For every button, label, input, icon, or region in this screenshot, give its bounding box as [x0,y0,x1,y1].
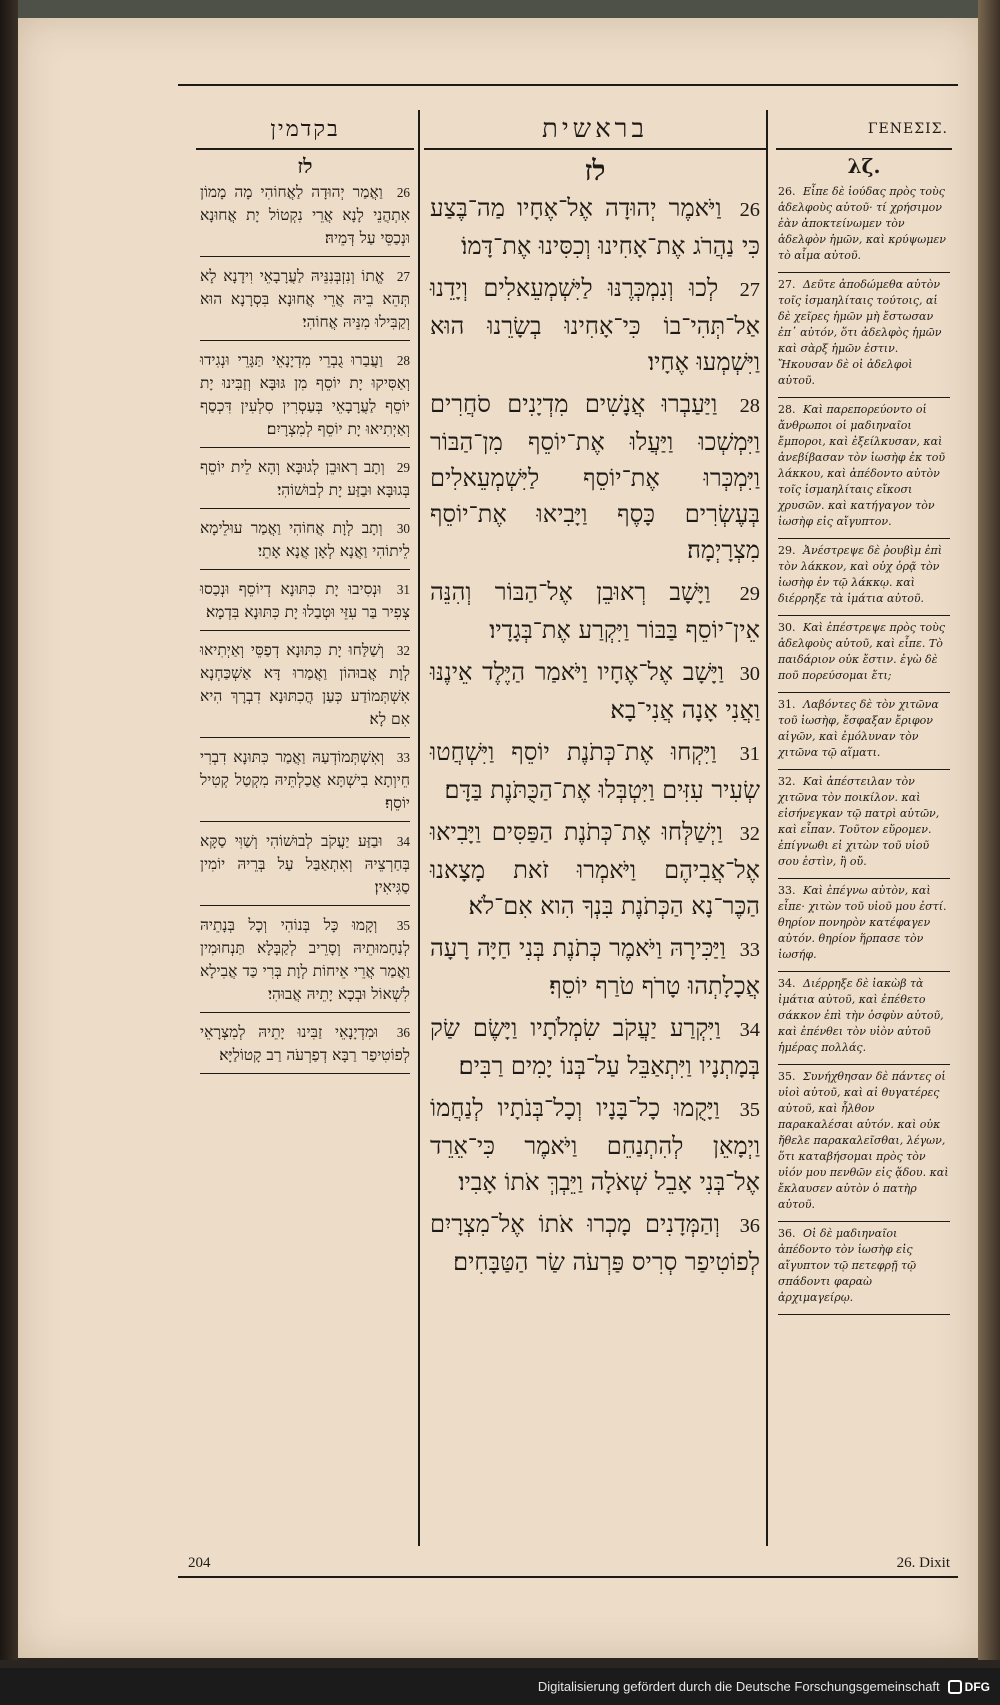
verse-text: וְשַׁלַּחוּ יָת כִּתּוּנָא דְפַסֵּי וְאַיְתִיאוּ לְוָת אֲבוּהוֹן וַאֲמַרוּ דָּא אַשְׁכַּחְנָא אִשְׁתְּמוֹדַע כְּעַן הֲכִתּוּנָא דִבְרָךְ הִיא אִם לָא׃ [200,641,410,728]
polyglot-frame [178,84,958,1578]
greek-verse [778,1222,950,1315]
verse-number: 29 [739,583,760,605]
greek-verse [778,398,950,539]
verse-text: Καὶ παρεπορεύοντο οἱ ἄνθρωποι οἱ μαδιηναῖοι ἔμποροι, καὶ ἐξείλκυσαν, καὶ ἀνεβίβασαν τὸν ἰωσὴφ ἐκ τοῦ λάκκου, καὶ ἀπέδοντο αὐτὸν τοῖς ἰσμαηλίταις εἴκοσι χρυσῶν. καὶ κατήγαγον τὸν ἰωσὴφ εἰς αἴγυπτον. [778,403,946,528]
verse-text: Ἀνέστρεψε δὲ ῥουβὶμ ἐπὶ τὸν λάκκον, καὶ οὐχ ὁρᾷ τὸν ἰωσὴφ ἐν τῷ λάκκῳ. καὶ διέρρηξε τὰ ἱμάτια αὐτοῦ. [778,544,943,605]
verse-text: וְתָב רְאוּבֵן לְגוּבָּא וְהָא לֵית יוֹסֵף בְּגוּבָּא וּבַזַּע יָת לְבוּשׁוֹהִי׃ [200,458,410,499]
aramaic-verse [200,830,410,906]
hebrew-verse [430,930,760,1004]
greek-verse [778,539,950,616]
hebrew-verse [430,1206,760,1280]
credit-text: Digitalisierung gefördert durch die Deutsche Forschungsgemeinschaft [537,1679,940,1694]
greek-verse-list [776,180,952,1315]
greek-verse [778,616,950,693]
verse-text: וּבַזַּע יַעֲקֹב לְבוּשׁוֹהִי וְשַׁוִּי סַקָּא בְּחַרְצֵיהּ וְאִתְאַבַּל עַל בְּרֵיהּ יוֹמִין סַגִּיאִין׃ [200,832,410,896]
verse-number: 35 [739,1099,760,1121]
verse-number: 36. [778,1227,796,1240]
verse-number: 28. [778,403,796,416]
hebrew-verse [430,654,760,728]
verse-number: 30 [739,663,760,685]
page-footer [178,1550,958,1572]
verse-text: Καὶ ἀπέστειλαν τὸν χιτῶνα τὸν ποικίλον. καὶ εἰσήνεγκαν τῷ πατρὶ αὐτῶν, καὶ εἶπαν. Τοῦτον εὕρομεν. ἐπίγνωθι εἰ χιτὼν τοῦ υἱοῦ σου ἐστὶν, ἢ οὔ. [778,775,940,868]
verse-text: וּמִדְיָנָאֵי זַבִּינוּ יָתֵיהּ לְמִצְרָאֵי לְפוֹטִיפַר רַבָּא דְפַרְעֹה רַב קָטוֹלַיָּא׃ [200,1023,410,1064]
verse-number: 31. [778,698,796,711]
verse-text: Δεῦτε ἀποδώμεθα αὐτὸν τοῖς ἰσμαηλίταις τούτοις, αἱ δὲ χεῖρες ἡμῶν μὴ ἔστωσαν ἐπ᾽ αὐτόν, ὅτι ἀδελφὸς ἡμῶν καὶ σὰρξ ἡμῶν ἐστιν. Ἤκουσαν δὲ οἱ ἀδελφοὶ αὐτοῦ. [778,278,942,387]
dfg-mark-icon [948,1680,962,1694]
greek-verse [778,1065,950,1222]
verse-number: 27. [778,278,796,291]
verse-number: 26 [739,199,760,221]
verse-number: 27 [396,269,410,284]
verse-text: וַיָּשָׁב אֶל־אֶחָיו וַיֹּאמַר הַיֶּלֶד אֵינֶנּוּ וַאֲנִי אָנָה אֲנִי־בָא׃ [430,658,760,724]
aramaic-verse [200,1021,410,1074]
hebrew-verse [430,1010,760,1084]
aramaic-verse [200,639,410,738]
hebrew-verse [430,270,760,380]
verse-number: 34. [778,977,796,990]
greek-column [776,110,952,1546]
verse-text: וְקָמוּ כָּל בְּנוֹהִי וְכָל בְּנָתֵיהּ לְנַחָמוּתֵיהּ וְסָרֵיב לְקַבָּלָא תַּנְחוּמִין וַאֲמַר אֲרֵי אֵיחוֹת לְוָת בְּרִי כַּד אֲבִילָא לִשְׁאוֹל וּבְכָא יָתֵיהּ אֲבוּהִי׃ [200,916,410,1003]
hebrew-header: בראשית [424,110,766,150]
verse-text: וַיָּשָׁב רְאוּבֵן אֶל־הַבּוֹר וְהִנֵּה אֵין־יוֹסֵף בַּבּוֹר וַיִּקְרַע אֶת־בְּגָדָיו׃ [430,578,760,644]
verse-text: Καὶ ἐπέστρεψε πρὸς τοὺς ἀδελφοὺς αὐτοῦ, καὶ εἶπε. Τὸ παιδάριον οὐκ ἔστιν. ἐγὼ δὲ ποῦ πορεύσομαι ἔτι; [778,621,946,682]
verse-text: וַאֲמַר יְהוּדָה לַאֲחוֹהִי מָה מָמוֹן אִתְהֲנֵי לָנָא אֲרֵי נִקְטוֹל יָת אֲחוּנָא וּנְכַסֵּי עַל דְּמֵיהּ׃ [200,183,410,247]
aramaic-column [196,110,420,1546]
aramaic-header: בקדמין [196,110,414,150]
verse-text: Εἶπε δὲ ἰούδας πρὸς τοὺς ἀδελφοὺς αὐτοῦ· τί χρήσιμον ἐὰν ἀποκτείνωμεν τὸν ἀδελφὸν ἡμῶν, καὶ κρύψωμεν τὸ αἷμα αὐτοῦ. [778,185,946,262]
greek-verse [778,273,950,398]
verse-number: 26 [396,185,410,200]
hebrew-chapter-number: לז [584,154,606,187]
aramaic-verse [200,578,410,631]
verse-number: 27 [739,279,760,301]
page-number: 204 [188,1555,211,1571]
dfg-logo-text: DFG [964,1679,990,1694]
verse-text: Οἱ δὲ μαδιηναῖοι ἀπέδοντο τὸν ἰωσὴφ εἰς αἴγυπτον τῷ πετεφρῇ τῷ σπάδοντι φαραὼ ἀρχιμαγείρῳ. [778,1227,917,1304]
verse-text: וַיֹּאמֶר יְהוּדָה אֶל־אֶחָיו מַה־בֶּצַע כִּי נַהֲרֹג אֶת־אָחִינוּ וְכִסִּינוּ אֶת־דָּמוֹ׃ [430,194,760,260]
aramaic-chapter-number: לז [297,154,313,178]
verse-text: וַיִּקְרַע יַעֲקֹב שִׂמְלֹתָיו וַיָּשֶׂם שַׂק בְּמָתְנָיו וַיִּתְאַבֵּל עַל־בְּנוֹ יָמִים רַבִּים׃ [430,1014,760,1080]
aramaic-verse [200,746,410,822]
verse-number: 26. [778,185,796,198]
hebrew-verse [430,574,760,648]
verse-text: Συνήχθησαν δὲ πάντες οἱ υἱοὶ αὐτοῦ, καὶ αἱ θυγατέρες αὐτοῦ, καὶ ἦλθον παρακαλέσαι αὐτόν. καὶ οὐκ ἤθελε παρακαλεῖσθαι, λέγων, ὅτι καταβήσομαι πρὸς τὸν υἱόν μου πενθῶν εἰς ᾅδου. καὶ ἔκλαυσεν αὐτὸν ὁ πατὴρ αὐτοῦ. [778,1070,949,1211]
hebrew-verse [430,814,760,924]
verse-number: 33 [739,939,760,961]
greek-verse [778,180,950,273]
book-page [18,18,978,1658]
greek-header: ΓΕΝΕΣΙΣ. [776,110,952,150]
catchword: 26. Dixit [896,1555,950,1571]
verse-text: וַיָּקֻמוּ כָל־בָּנָיו וְכָל־בְּנֹתָיו לְנַחֲמוֹ וַיְמָאֵן לְהִתְנַחֵם וַיֹּאמֶר כִּי־אֵרֵד אֶל־בְּנִי אָבֵל שְׁאֹלָה וַיֵּבְךְּ אֹתוֹ אָבִיו׃ [430,1094,760,1196]
verse-text: וַיַּכִּירָהּ וַיֹּאמֶר כְּתֹנֶת בְּנִי חַיָּה רָעָה אֲכָלָתְהוּ טָרֹף טֹרַף יוֹסֵף׃ [430,934,760,1000]
verse-number: 31 [396,582,410,597]
verse-number: 34 [739,1019,760,1041]
hebrew-verse [430,734,760,808]
hebrew-verse [430,386,760,568]
verse-number: 36 [396,1025,410,1040]
verse-text: Λαβόντες δὲ τὸν χιτῶνα τοῦ ἰωσὴφ, ἔσφαξαν ἔριφον αἰγῶν, καὶ ἐμόλυναν τὸν χιτῶνα τῷ αἵματι. [778,698,939,759]
verse-number: 35 [396,918,410,933]
verse-text: Διέρρηξε δὲ ἰακὼβ τὰ ἱμάτια αὐτοῦ, καὶ ἐπέθετο σάκκον ἐπὶ τὴν ὀσφὺν αὐτοῦ, καὶ ἐπένθει τὸν υἱὸν αὐτοῦ ἡμέρας πολλάς. [778,977,944,1054]
verse-text: אֱתוֹ וְנִזְבְּנִנֵּיהּ לַעֲרָבָאֵי וִידָנָא לָא תְּהֵא בֵיהּ אֲרֵי אֲחוּנָא בִּסְרָנָא הוּא וְקַבִּילוּ מִנֵּיהּ אֲחוֹהִי׃ [200,267,410,331]
hebrew-column [424,110,768,1546]
verse-text: וְתָב לְוָת אֲחוֹהִי וַאֲמַר עוּלֵימָא לֵיתוֹהִי וַאֲנָא לְאָן אֲנָא אָתֵי׃ [200,519,410,560]
verse-number: 31 [739,743,760,765]
verse-number: 30 [396,521,410,536]
verse-number: 28 [739,395,760,417]
hebrew-verse [430,1090,760,1200]
hebrew-verse [430,190,760,264]
verse-number: 28 [396,353,410,368]
verse-text: וַיִּקְחוּ אֶת־כְּתֹנֶת יוֹסֵף וַיִּשְׁחֲטוּ שְׂעִיר עִזִּים וַיִּטְבְּלוּ אֶת־הַכֻּתֹּנֶת בַּדָּם׃ [430,738,760,804]
verse-text: וַיַּעַבְרוּ אֲנָשִׁים מִדְיָנִים סֹחֲרִים וַיִּמְשְׁכוּ וַיַּעֲלוּ אֶת־יוֹסֵף מִן־הַבּוֹר וַיִּמְכְּרוּ אֶת־יוֹסֵף לַיִּשְׁמְעֵאלִים בְּעֶשְׂרִים כָּסֶף וַיָּבִיאוּ אֶת־יוֹסֵף מִצְרָיְמָה׃ [430,390,760,564]
verse-text: Καὶ ἐπέγνω αὐτὸν, καὶ εἶπε· χιτὼν τοῦ υἱοῦ μου ἐστί. θηρίον πονηρὸν κατέφαγεν αὐτόν. θηρίον ἥρπασε τὸν ἰωσήφ. [778,884,947,961]
greek-verse [778,770,950,879]
verse-number: 35. [778,1070,796,1083]
book-spine-edge [0,0,18,1660]
verse-number: 33 [396,750,410,765]
verse-number: 32. [778,775,796,788]
verse-text: וַיְשַׁלְּחוּ אֶת־כְּתֹנֶת הַפַּסִּים וַיָּבִיאוּ אֶל־אֲבִיהֶם וַיֹּאמְרוּ זֹאת מָצָאנוּ הַכֶּר־נָא הַכְּתֹנֶת בִּנְךָ הִוא אִם־לֹא׃ [430,818,760,920]
aramaic-verse [200,265,410,341]
verse-number: 30. [778,621,796,634]
verse-text: וַעֲבַרוּ גֻבְרֵי מִדְיָנָאֵי תַּגָּרֵי וּנְגִידוּ וְאַסִּיקוּ יָת יוֹסֵף מִן גּוּבָּא וְזַבִּינוּ יָת יוֹסֵף לַעֲרָבָאֵי בְּעַסְרִין סִלְעִין דִּכְסַף וְאַיְתִיאוּ יָת יוֹסֵף לְמִצְרָיִם׃ [200,351,410,438]
verse-number: 29 [396,460,410,475]
aramaic-verse [200,349,410,448]
verse-number: 32 [396,643,410,658]
verse-text: וְהַמְּדָנִים מָכְרוּ אֹתוֹ אֶל־מִצְרָיִם לְפוֹטִיפַר סְרִיס פַּרְעֹה שַׂר הַטַּבָּחִים׃ [430,1210,760,1276]
aramaic-verse [200,517,410,570]
aramaic-verse [200,181,410,257]
verse-text: לְכוּ וְנִמְכְּרֶנּוּ לַיִּשְׁמְעֵאלִים וְיָדֵנוּ אַל־תְּהִי־בוֹ כִּי־אָחִינוּ בְשָׂרֵנוּ הוּא וַיִּשְׁמְעוּ אֶחָיו׃ [430,274,760,376]
aramaic-verse-list [196,181,414,1074]
digitization-credit-bar [0,1668,1000,1705]
hebrew-verse-list [424,190,766,1280]
dfg-logo-icon[interactable] [948,1680,990,1694]
greek-verse [778,693,950,770]
greek-chapter-number: λζ. [847,154,881,178]
verse-number: 32 [739,823,760,845]
verse-text: וּנְסִיבוּ יָת כִּתּוּנָא דְיוֹסֵף וּנְכַסוּ צְפִיר בַּר עִזֵּי וּטְבַלוּ יָת כִּתּוּנָא בִּדְמָא׃ [200,580,410,621]
verse-number: 36 [739,1215,760,1237]
aramaic-verse [200,914,410,1013]
verse-number: 33. [778,884,796,897]
aramaic-verse [200,456,410,509]
verse-number: 29. [778,544,796,557]
greek-verse [778,972,950,1065]
book-fore-edge [978,0,1000,1660]
verse-text: וְאִשְׁתְּמוֹדְעַהּ וַאֲמַר כִּתּוּנָא דִבְרִי חֵיוְתָא בִישְׁתָּא אֲכַלְתֵּיהּ מִקְטַל קְטִיל יוֹסֵף׃ [200,748,410,812]
verse-number: 34 [396,834,410,849]
greek-verse [778,879,950,972]
